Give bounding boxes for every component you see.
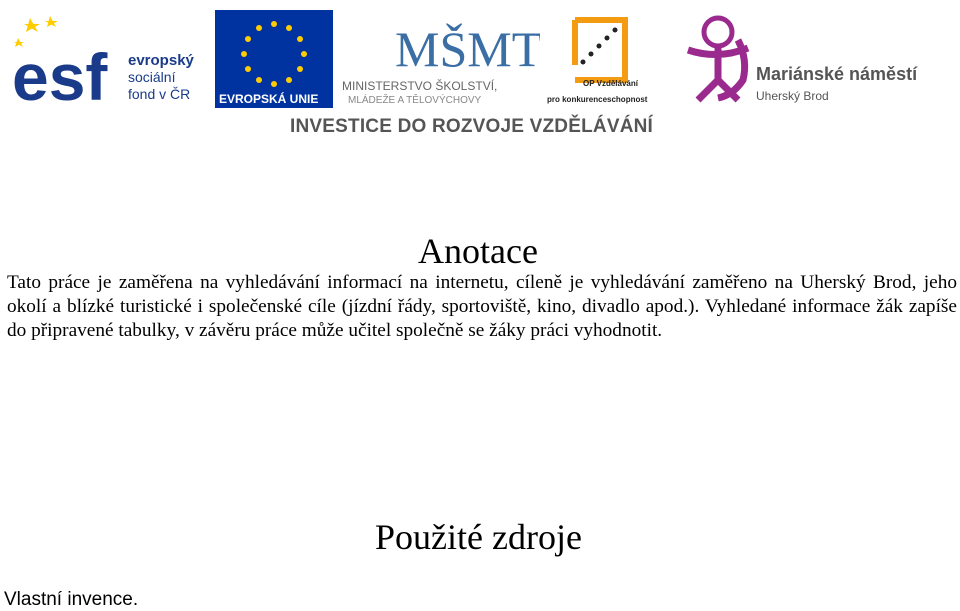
op-line2: pro konkurenceschopnost — [547, 95, 648, 104]
zdroje-heading: Použité zdroje — [375, 517, 582, 557]
mn-line2: Uherský Brod — [756, 89, 829, 103]
zdroje-paragraph: Vlastní invence. — [4, 589, 139, 610]
op-logo — [545, 10, 675, 108]
esf-logo — [10, 10, 210, 108]
eu-label: EVROPSKÁ UNIE — [219, 92, 319, 106]
esf-logo-text: esf — [12, 40, 108, 108]
esf-line3: fond v ČR — [128, 86, 191, 102]
msmt-logo — [340, 8, 540, 108]
msmt-line2: MLÁDEŽE A TĚLOVÝCHOVY — [348, 95, 482, 106]
eu-logo — [215, 10, 333, 108]
marianske-namesti-logo — [678, 10, 948, 108]
esf-line1: evropský — [128, 52, 194, 69]
op-line1: OP Vzdělávání — [583, 79, 638, 88]
anotace-paragraph: Tato práce je zaměřena na vyhledávání informací na internetu, cíleně je vyhledávání zaměřeno na Uherský Brod, jeho okolí a blízké turistické i společenské cíle (jízdní řády, sportoviště, kino, divadlo apod.). Vyhledané informace žák zapíše do připravené tabulky, v závěru práce může učitel společně se žáky práci vyhodnotit. — [7, 272, 957, 342]
esf-line2: sociální — [128, 69, 176, 85]
msmt-logo-text: MŠMT — [395, 21, 540, 77]
anotace-heading: Anotace — [418, 231, 538, 271]
banner-investice: INVESTICE DO ROZVOJE VZDĚLÁVÁNÍ — [290, 116, 654, 137]
msmt-line1: MINISTERSTVO ŠKOLSTVÍ, — [342, 79, 498, 93]
mn-line1: Mariánské náměstí — [756, 64, 918, 84]
